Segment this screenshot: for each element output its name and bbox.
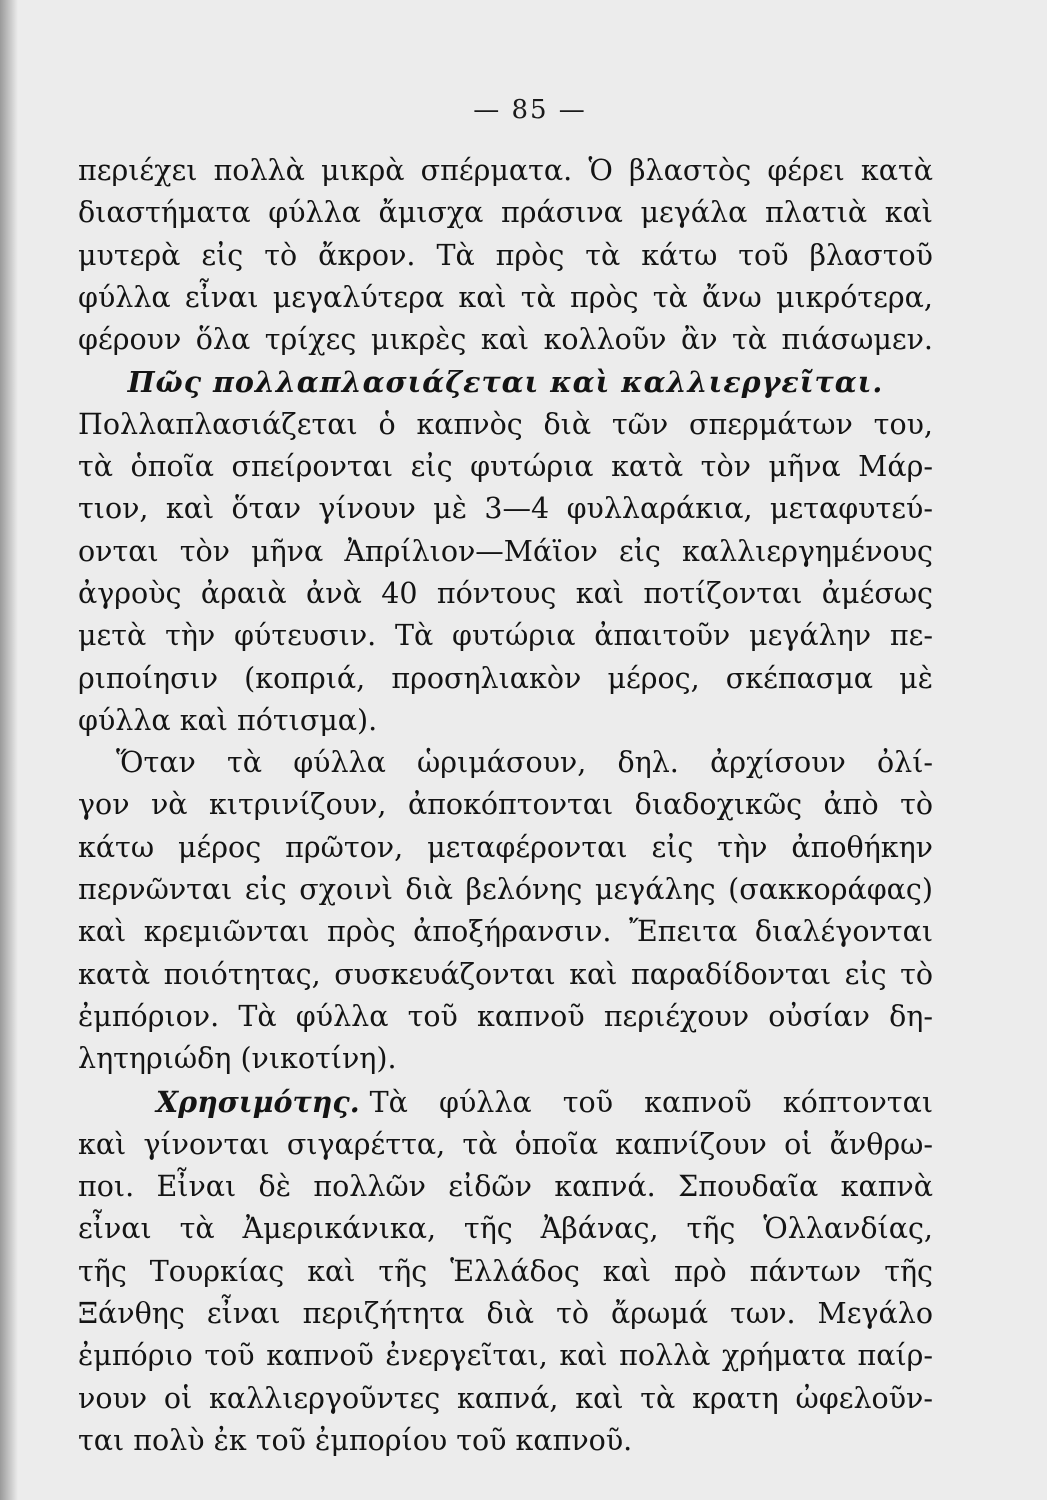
text-line: Τὰ φύλλα τοῦ καπνοῦ κόπτονται xyxy=(369,1085,933,1119)
text-line: καὶ κρεμιῶνται πρὸς ἀποξήρανσιν. Ἔπειτα διαλέγονται xyxy=(78,915,933,949)
text-line: ποι. Εἶναι δὲ πολλῶν εἰδῶν καπνά. Σπουδαῖα καπνὰ xyxy=(78,1170,933,1204)
text-line: Πολλαπλασιάζεται ὁ καπνὸς διὰ τῶν σπερμάτων του, xyxy=(78,407,933,441)
text-line: φύλλα καὶ πότισμα). xyxy=(78,703,378,737)
section-heading: Πῶς πολλαπλασιάζεται καὶ καλλιεργεῖται. xyxy=(127,365,884,400)
page-number: — 85 — xyxy=(473,95,587,125)
text-line: εἶναι τὰ Ἀμερικάνικα, τῆς Ἀβάνας, τῆς Ὁλλανδίας, xyxy=(78,1212,933,1246)
text-line: φύλλα εἶναι μεγαλύτερα καὶ τὰ πρὸς τὰ ἄνω μικρότερα, xyxy=(78,280,933,314)
text-line: καὶ γίνονται σιγαρέττα, τὰ ὁποῖα καπνίζουν οἱ ἄνθρω- xyxy=(78,1127,933,1161)
text-line: μυτερὰ εἰς τὸ ἄκρον. Τὰ πρὸς τὰ κάτω τοῦ βλαστοῦ xyxy=(78,238,933,272)
text-line: μετὰ τὴν φύτευσιν. Τὰ φυτώρια ἀπαιτοῦν μεγάλην πε- xyxy=(78,619,933,653)
text-line: διαστήματα φύλλα ἄμισχα πράσινα μεγάλα πλατιὰ καὶ xyxy=(78,196,933,230)
text-line: τὰ ὁποῖα σπείρονται εἰς φυτώρια κατὰ τὸν μῆνα Μάρ- xyxy=(78,450,933,484)
usefulness-term: Χρησιμότης. xyxy=(156,1084,360,1119)
text-line: κάτω μέρος πρῶτον, μεταφέρονται εἰς τὴν ἀποθήκην xyxy=(78,830,933,864)
body-text xyxy=(78,150,933,1462)
text-line: λητηριώδη (νικοτίνη). xyxy=(78,1042,397,1076)
text-line: ονται τὸν μῆνα Ἀπρίλιον—Μάϊον εἰς καλλιεργημένους xyxy=(78,534,933,568)
text-line: κατὰ ποιότητας, συσκευάζονται καὶ παραδίδονται εἰς τὸ xyxy=(78,957,933,991)
text-line: Ὅταν τὰ φύλλα ὡριμάσουν, δηλ. ἀρχίσουν ὀλί- xyxy=(116,746,933,780)
text-line: ἐμπόριον. Τὰ φύλλα τοῦ καπνοῦ περιέχουν οὐσίαν δη- xyxy=(78,999,933,1033)
usefulness-paragraph-start xyxy=(78,1081,933,1124)
text-line: ἀγροὺς ἀραιὰ ἀνὰ 40 πόντους καὶ ποτίζονται ἀμέσως xyxy=(78,576,933,610)
text-line: γον νὰ κιτρινίζουν, ἀποκόπτονται διαδοχικῶς ἀπὸ τὸ xyxy=(78,788,933,822)
page-binding-shadow xyxy=(0,0,18,1500)
text-line: ριποίησιν (κοπριά, προσηλιακὸν μέρος, σκέπασμα μὲ xyxy=(78,661,933,695)
text-line: τιον, καὶ ὅταν γίνουν μὲ 3—4 φυλλαράκια, μεταφυτεύ- xyxy=(78,492,933,526)
text-line: τῆς Τουρκίας καὶ τῆς Ἑλλάδος καὶ πρὸ πάντων τῆς xyxy=(78,1254,933,1288)
text-line: περιέχει πολλὰ μικρὰ σπέρματα. Ὁ βλαστὸς φέρει κατὰ xyxy=(78,154,933,187)
text-line: περνῶνται εἰς σχοινὶ διὰ βελόνης μεγάλης (σακκοράφας) xyxy=(78,873,933,907)
text-line: φέρουν ὅλα τρίχες μικρὲς καὶ κολλοῦν ἂν τὰ πιάσωμεν. xyxy=(78,323,933,357)
text-line: ἐμπόριο τοῦ καπνοῦ ἐνεργεῖται, καὶ πολλὰ χρήματα παίρ- xyxy=(78,1339,933,1373)
text-line: ται πολὺ ἐκ τοῦ ἐμπορίου τοῦ καπνοῦ. xyxy=(78,1423,633,1457)
text-line: Ξάνθης εἶναι περιζήτητα διὰ τὸ ἄρωμά των. Μεγάλο xyxy=(78,1297,933,1331)
text-line: νουν οἱ καλλιεργοῦντες καπνά, καὶ τὰ κρατη ὠφελοῦν- xyxy=(78,1381,933,1415)
